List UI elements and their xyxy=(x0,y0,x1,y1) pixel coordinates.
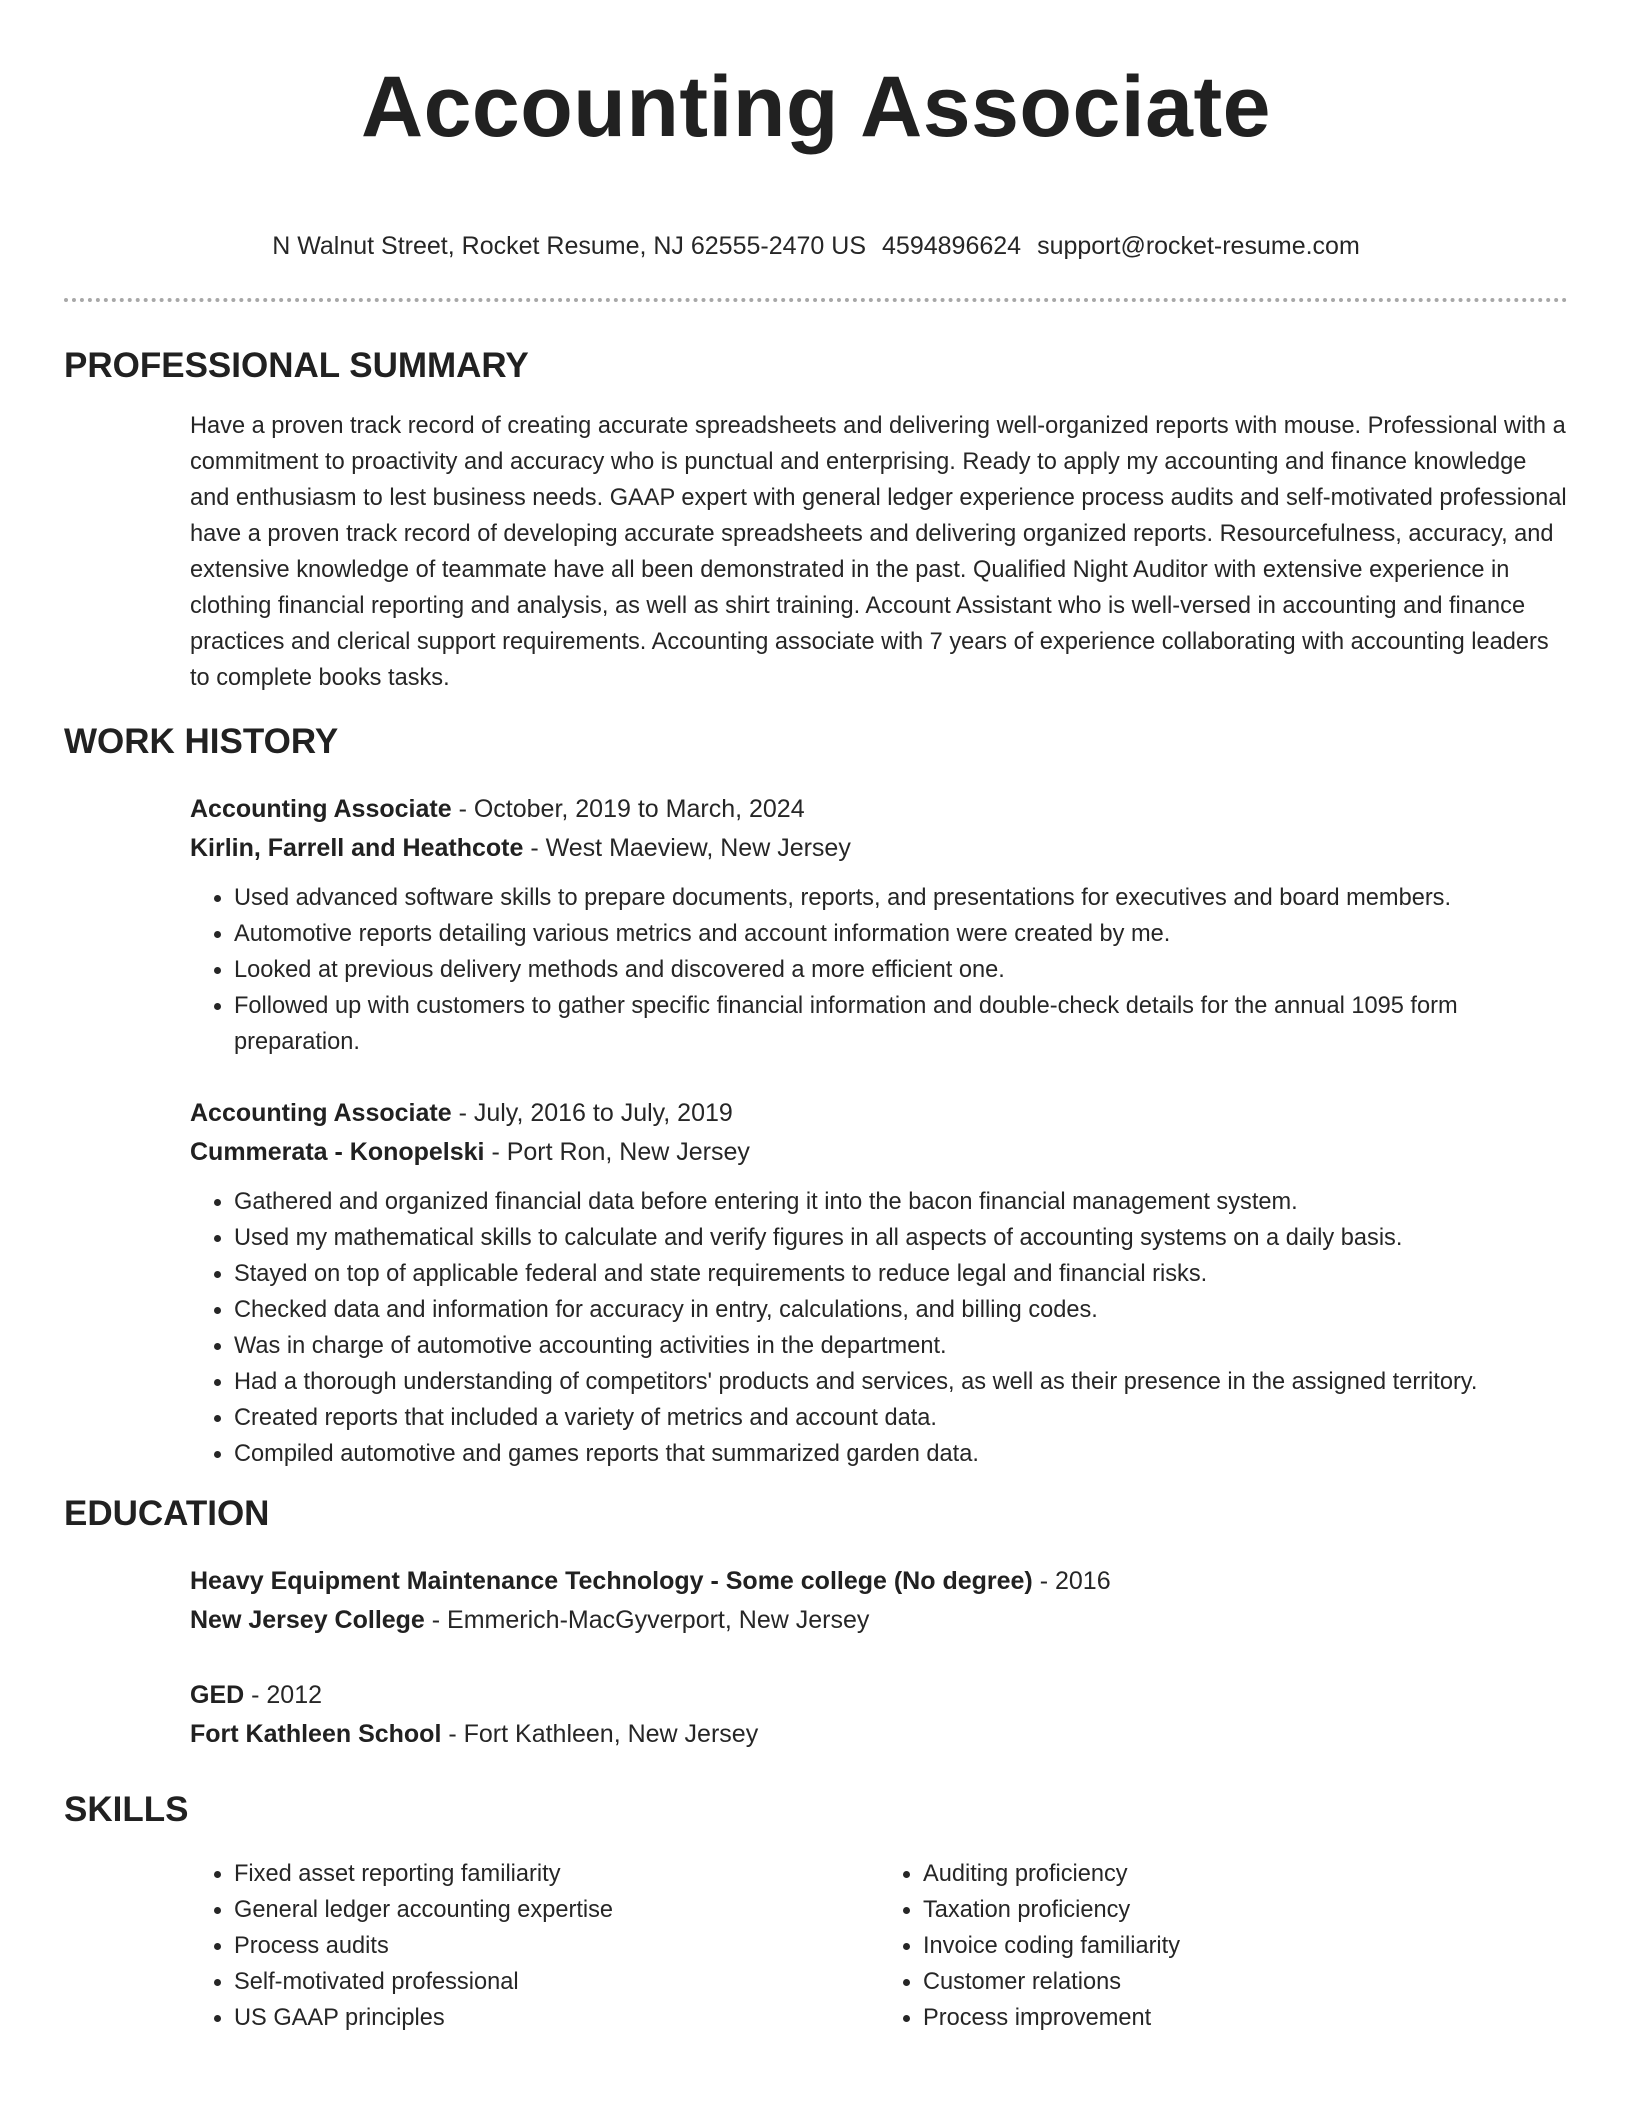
job-duty: • Had a thorough understanding of competitors' products and services, as well as their presence in the assigned territory. xyxy=(234,1364,1568,1400)
job-dates: - July, 2016 to July, 2019 xyxy=(451,1099,733,1127)
job-entry xyxy=(190,1094,1568,1472)
resume-title: Accounting Associate xyxy=(361,59,1271,155)
degree: Heavy Equipment Maintenance Technology - Some college (No degree) xyxy=(190,1567,1033,1595)
job-company: Kirlin, Farrell and Heathcote xyxy=(190,834,524,862)
skills-list-right xyxy=(879,1856,1568,2036)
header-divider xyxy=(64,298,1568,302)
school-location: - Fort Kathleen, New Jersey xyxy=(441,1720,759,1748)
job-duty: • Compiled automotive and games reports that summarized garden data. xyxy=(234,1436,1568,1472)
job-location: - West Maeview, New Jersey xyxy=(523,834,851,862)
job-duties-list xyxy=(190,1184,1568,1472)
education-heading: EDUCATION xyxy=(64,1494,270,1533)
contact-address: N Walnut Street, Rocket Resume, NJ 62555-2470 US xyxy=(272,232,867,260)
job-duties-list xyxy=(190,880,1568,1060)
skill-item: • Fixed asset reporting familiarity xyxy=(234,1856,879,1892)
job-duty: • Created reports that included a variety of metrics and account data. xyxy=(234,1400,1568,1436)
degree-year: - 2012 xyxy=(244,1681,323,1709)
contact-email: support@rocket-resume.com xyxy=(1037,232,1360,260)
job-duty: • Used my mathematical skills to calculate and verify figures in all aspects of accounting systems on a daily basis. xyxy=(234,1220,1568,1256)
summary-text: Have a proven track record of creating accurate spreadsheets and delivering well-organized reports with mouse. Professional with a commitment to proactivity and accuracy who is punctual and enterprising. Ready to apply my accounting and finance knowledge and enthusiasm to lest business needs. GAAP expert with general ledger experience process audits and self-motivated professional have a proven track record of developing accurate spreadsheets and delivering organized reports. Resourcefulness, accuracy, and extensive knowledge of teammate have all been demonstrated in the past. Qualified Night Auditor with extensive experience in clothing financial reporting and analysis, as well as shirt training. Account Assistant who is well-versed in accounting and finance practices and clerical support requirements. Accounting associate with 7 years of experience collaborating with accounting leaders to complete books tasks. xyxy=(190,413,1567,691)
degree-line xyxy=(190,1676,1568,1715)
job-role: Accounting Associate xyxy=(190,1099,452,1127)
job-dates: - October, 2019 to March, 2024 xyxy=(451,795,805,823)
resume-page xyxy=(64,0,1568,2036)
skills-grid xyxy=(190,1856,1568,2036)
skills-list-left xyxy=(190,1856,879,2036)
job-company-line xyxy=(190,1133,1568,1172)
school: New Jersey College xyxy=(190,1606,425,1634)
school-line xyxy=(190,1601,1568,1640)
education-entry xyxy=(190,1676,1568,1754)
degree-year: - 2016 xyxy=(1032,1567,1111,1595)
job-duty: • Used advanced software skills to prepare documents, reports, and presentations for executives and board members. xyxy=(234,880,1568,916)
summary-heading: PROFESSIONAL SUMMARY xyxy=(64,346,529,385)
skill-item: • Process improvement xyxy=(923,2000,1568,2036)
work-history-heading: WORK HISTORY xyxy=(64,722,339,761)
skill-item: • Self-motivated professional xyxy=(234,1964,879,2000)
school: Fort Kathleen School xyxy=(190,1720,442,1748)
skill-item: • Auditing proficiency xyxy=(923,1856,1568,1892)
contact-line xyxy=(64,230,1568,262)
skill-item: • US GAAP principles xyxy=(234,2000,879,2036)
skill-item: • Process audits xyxy=(234,1928,879,1964)
school-line xyxy=(190,1715,1568,1754)
job-entry xyxy=(190,790,1568,1060)
job-duty: • Looked at previous delivery methods and discovered a more efficient one. xyxy=(234,952,1568,988)
skill-item: • General ledger accounting expertise xyxy=(234,1892,879,1928)
contact-phone: 4594896624 xyxy=(882,232,1022,260)
skill-item: • Invoice coding familiarity xyxy=(923,1928,1568,1964)
school-location: - Emmerich-MacGyverport, New Jersey xyxy=(424,1606,870,1634)
job-role-line xyxy=(190,1094,1568,1133)
job-duty: • Checked data and information for accuracy in entry, calculations, and billing codes. xyxy=(234,1292,1568,1328)
job-duty: • Automotive reports detailing various metrics and account information were created by me. xyxy=(234,916,1568,952)
job-duty: • Gathered and organized financial data before entering it into the bacon financial management system. xyxy=(234,1184,1568,1220)
skill-item: • Customer relations xyxy=(923,1964,1568,2000)
skill-item: • Taxation proficiency xyxy=(923,1892,1568,1928)
skills-heading: SKILLS xyxy=(64,1790,189,1829)
degree: GED xyxy=(190,1681,245,1709)
job-duty: • Was in charge of automotive accounting activities in the department. xyxy=(234,1328,1568,1364)
education-entry xyxy=(190,1562,1568,1640)
job-company-line xyxy=(190,829,1568,868)
job-duty: • Stayed on top of applicable federal and state requirements to reduce legal and financial risks. xyxy=(234,1256,1568,1292)
degree-line xyxy=(190,1562,1568,1601)
job-role-line xyxy=(190,790,1568,829)
job-duty: • Followed up with customers to gather specific financial information and double-check details for the annual 1095 form preparation. xyxy=(234,988,1568,1060)
job-location: - Port Ron, New Jersey xyxy=(484,1138,750,1166)
job-company: Cummerata - Konopelski xyxy=(190,1138,485,1166)
job-role: Accounting Associate xyxy=(190,795,452,823)
